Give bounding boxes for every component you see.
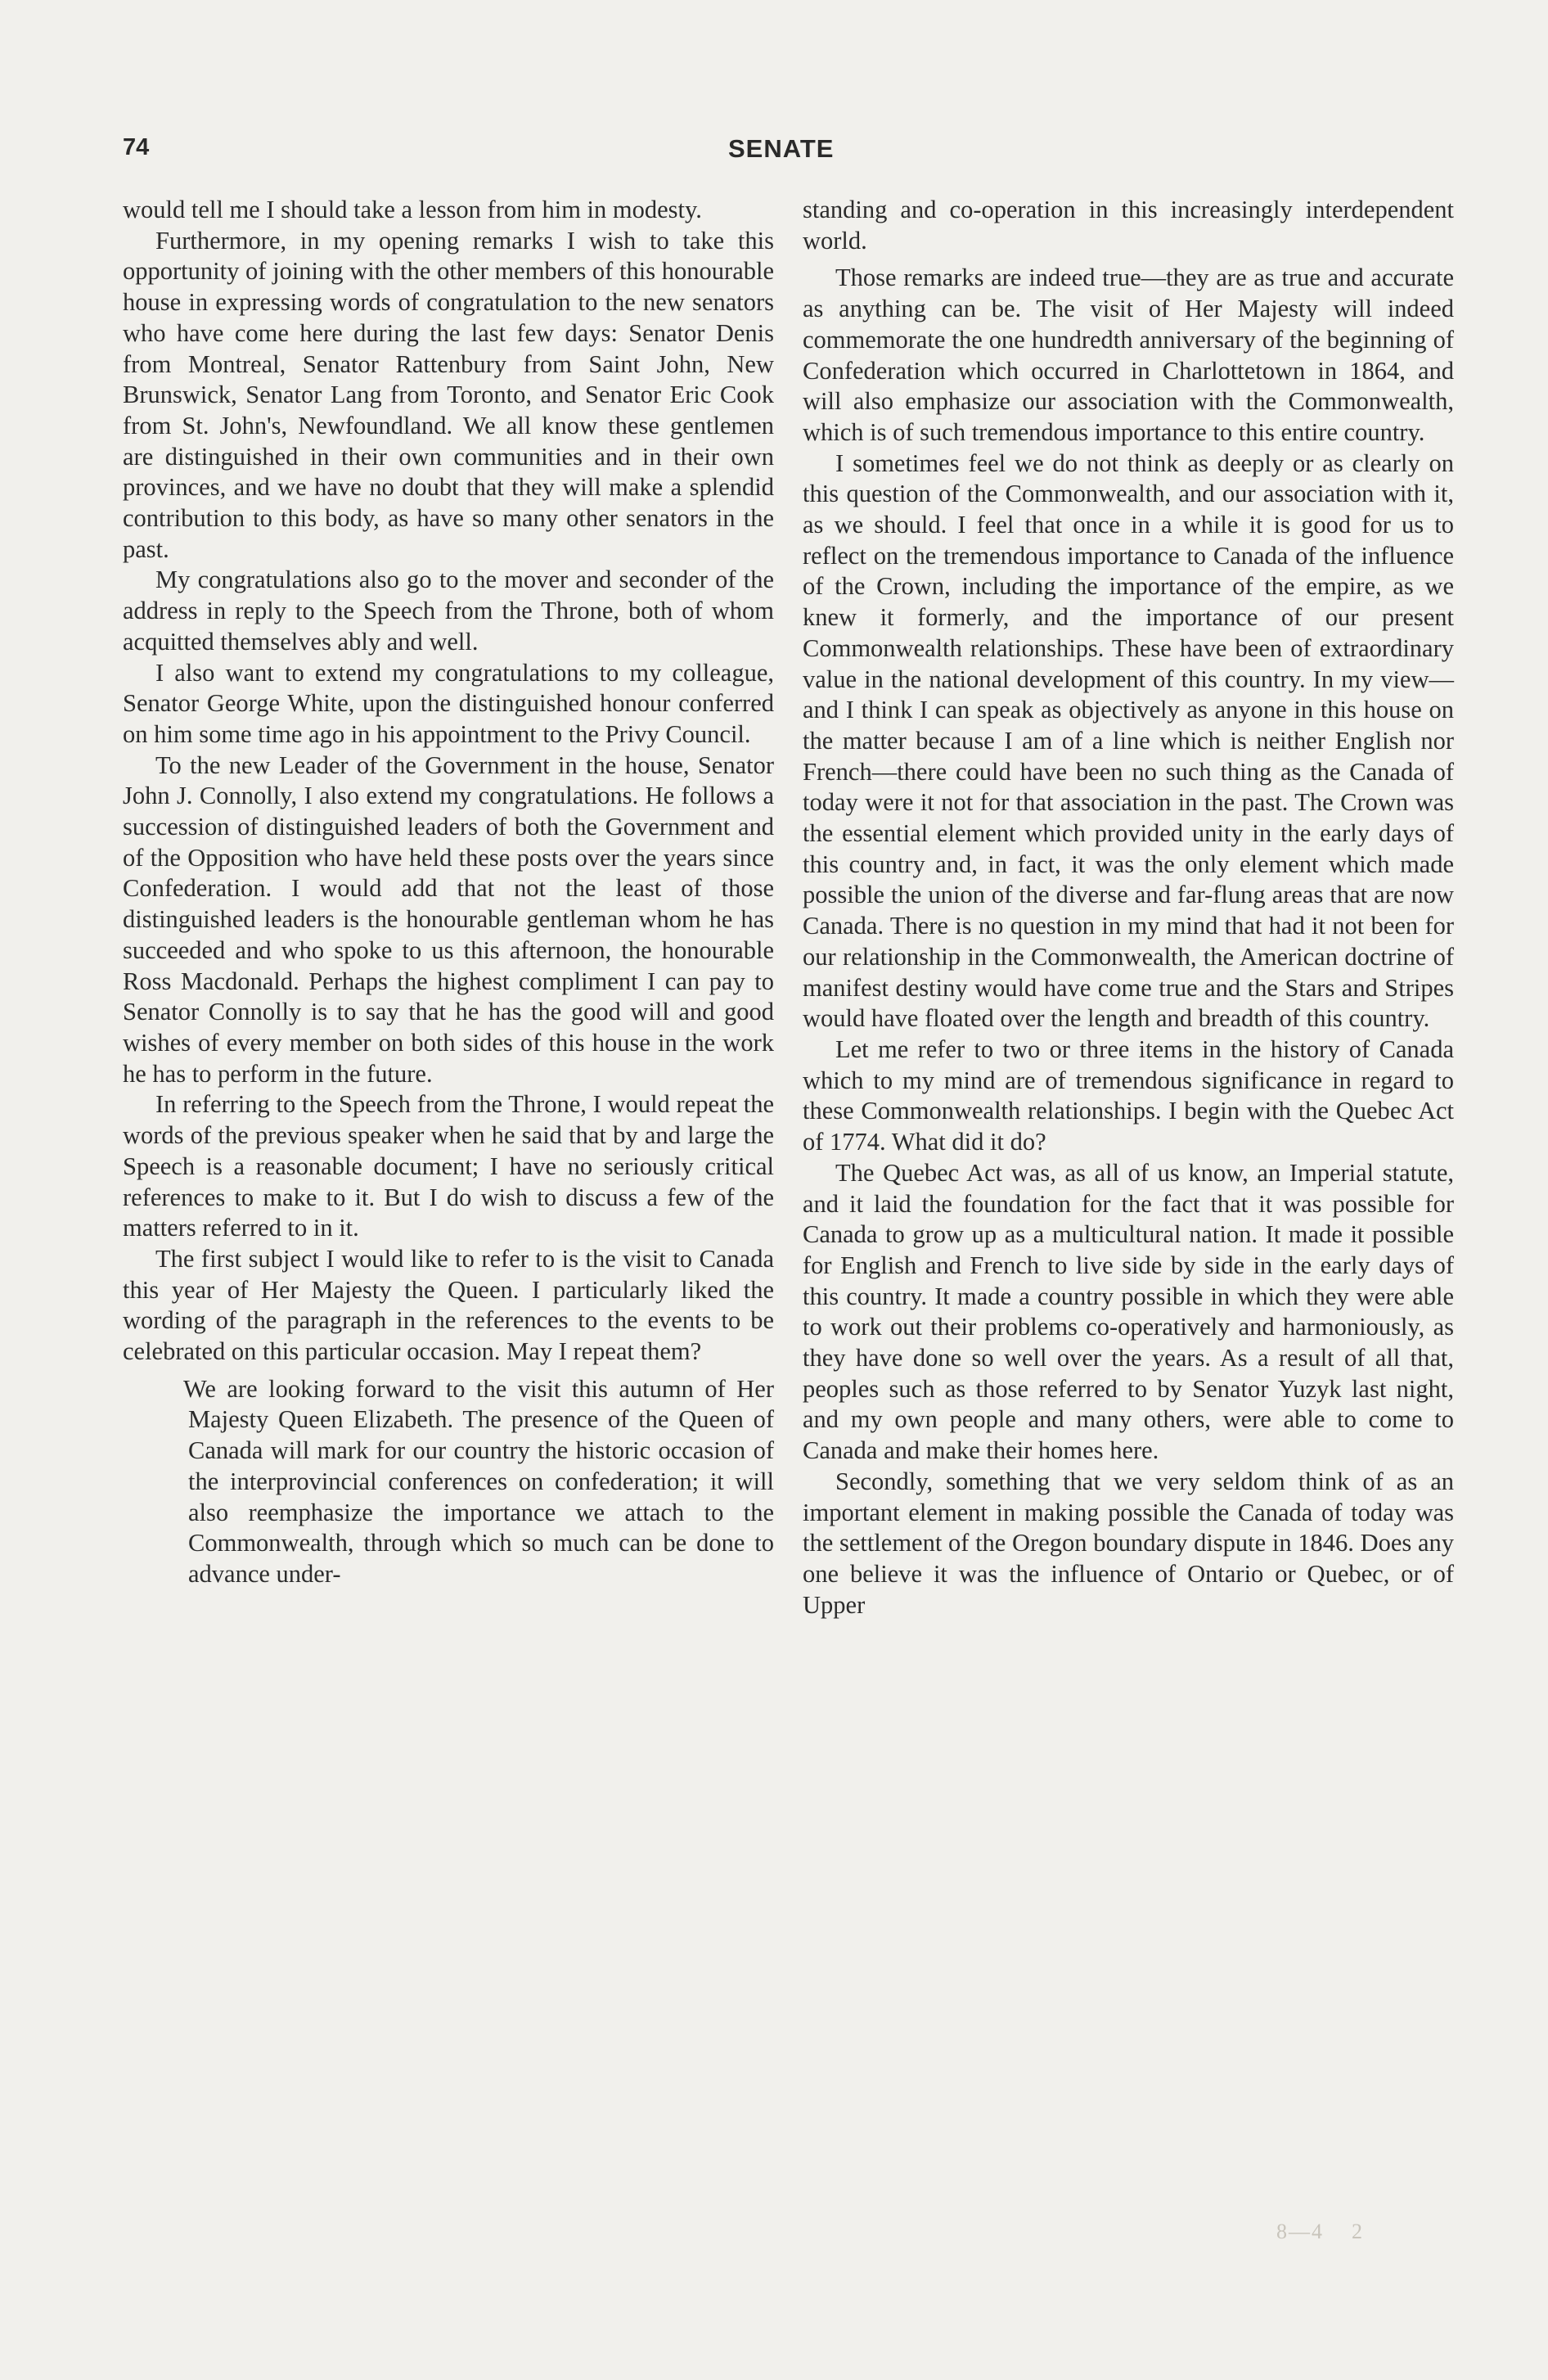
block-quote bbox=[123, 1374, 774, 1590]
paragraph: standing and co-operation in this increasingly interdependent world. bbox=[803, 196, 1454, 255]
paragraph: Furthermore, in my opening remarks I wish to take this opportunity of joining with the other members of this honourable house in expressing words of congratulation to the new senators who have come here during the last few days: Senator Denis from Montreal, Senator Rattenbury from Saint John, New Brunswick, Senator Lang from Toronto, and Senator Eric Cook from St. John's, Newfoundland. We all know these gentlemen are distinguished in their own communities and in their own provinces, and we have no doubt that they will make a splendid contribution to this body, as have so many other senators in the past. bbox=[123, 226, 774, 563]
page-number: 74 bbox=[123, 134, 150, 160]
paragraph: would tell me I should take a lesson from him in modesty. bbox=[123, 196, 702, 223]
paragraph: The first subject I would like to refer to is the visit to Canada this year of Her Majesty the Queen. I particularly liked the wording of the paragraph in the references to the events to be celebrated on this particular occasion. May I repeat them? bbox=[123, 1244, 774, 1366]
page-stamp: 8—4 2 bbox=[1276, 2220, 1364, 2243]
paragraph: My congratulations also go to the mover and seconder of the address in reply to the Speech from the Throne, both of whom acquitted themselves ably and well. bbox=[123, 566, 774, 656]
running-head: SENATE bbox=[728, 134, 835, 163]
page-header bbox=[123, 134, 1481, 170]
paragraph: I sometimes feel we do not think as deeply or as clearly on this question of the Commonwealth, and our association with it, as we should. I feel that once in a while it is good for us to reflect on the tremendous importance to Canada of the influence of the Crown, including the importance of the empire, as we knew it formerly, and the importance of our present Commonwealth relationships. These have been of extraordinary value in the national development of this country. In my view—and I think I can speak as objectively as anyone in this house on the matter because I am of a line which is neither English nor French—there could have been no such thing as the Canada of today were it not for that association in the past. The Crown was the essential element which provided unity in the early days of this country and, in fact, it was the only element which made possible the union of the diverse and far-flung areas that are now Canada. There is no question in my mind that had it not been for our relationship in the Commonwealth, the American doctrine of manifest destiny would have come true and the Stars and Stripes would have floated over the length and breadth of this country. bbox=[803, 449, 1454, 1033]
paragraph: The Quebec Act was, as all of us know, an Imperial statute, and it laid the foundation for the fact that it was possible for Canada to grow up as a multicultural nation. It made it possible for English and French to live side by side in the early days of this country. It made a country possible in which they were able to work out their problems co-operatively and harmoniously, as they have done so well over the years. As a result of all that, peoples such as those referred to by Senator Yuzyk last night, and my own people and many others, were able to come to Canada and make their homes here. bbox=[803, 1158, 1454, 1465]
paragraph: To the new Leader of the Government in the house, Senator John J. Connolly, I also extend my congratulations. He follows a succession of distinguished leaders of both the Government and of the Opposition who have held these posts over the years since Confederation. I would add that not the least of those distinguished leaders is the honourable gentleman whom he has succeeded and who spoke to us this afternoon, the honourable Ross Macdonald. Perhaps the highest compliment I can pay to Senator Connolly is to say that he has the good will and good wishes of every member on both sides of this house in the work he has to perform in the future. bbox=[123, 751, 774, 1088]
left-column bbox=[123, 195, 774, 1590]
paragraph: Secondly, something that we very seldom think of as an important element in making possible the Canada of today was the settlement of the Oregon boundary dispute in 1846. Does any one believe it was the influence of Ontario or Quebec, or of Upper bbox=[803, 1467, 1454, 1619]
quote-text: We are looking forward to the visit this autumn of Her Majesty Queen Elizabeth. The presence of the Queen of Canada will mark for our country the historic occasion of the interprovincial conferences on confederation; it will also reemphasize the importance we attach to the Commonwealth, through which so much can be done to advance under- bbox=[183, 1374, 774, 1588]
right-column bbox=[803, 195, 1454, 1620]
paragraph: Let me refer to two or three items in the history of Canada which to my mind are of tremendous significance in regard to these Commonwealth relationships. I begin with the Quebec Act of 1774. What did it do? bbox=[803, 1034, 1454, 1156]
paragraph: I also want to extend my congratulations to my colleague, Senator George White, upon the distinguished honour conferred on him some time ago in his appointment to the Privy Council. bbox=[123, 658, 774, 748]
paragraph: In referring to the Speech from the Throne, I would repeat the words of the previous speaker when he said that by and large the Speech is a reasonable document; I have no seriously critical references to make to it. But I do wish to discuss a few of the matters referred to in it. bbox=[123, 1090, 774, 1242]
paragraph: Those remarks are indeed true—they are as true and accurate as anything can be. The visit of Her Majesty will indeed commemorate the one hundredth anniversary of the beginning of Confederation which occurred in Charlottetown in 1864, and will also emphasize our association with the Commonwealth, which is of such tremendous importance to this entire country. bbox=[803, 264, 1454, 446]
